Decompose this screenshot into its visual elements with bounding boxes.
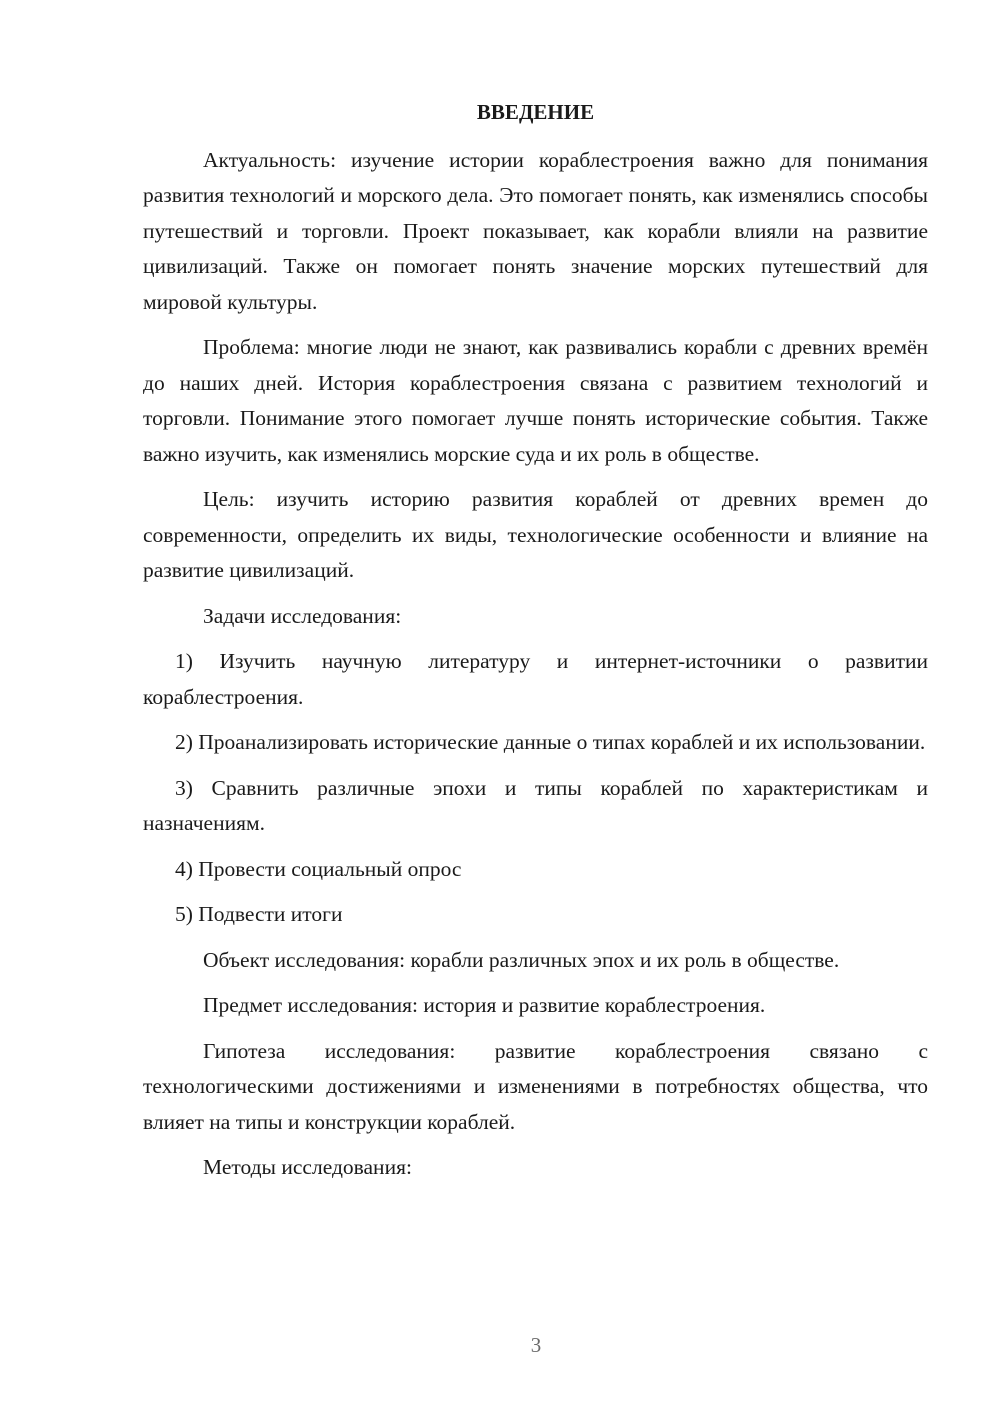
task-item-2: 2) Проанализировать исторические данные о типах кораблей и их использовании. xyxy=(175,730,926,754)
page-content xyxy=(143,95,928,1196)
paragraph-object: Объект исследования: корабли различных эпох и их роль в обществе. xyxy=(203,947,840,972)
task-item-5: 5) Подвести итоги xyxy=(175,902,343,926)
methods-heading: Методы исследования: xyxy=(203,1155,412,1179)
page-title: ВВЕДЕНИЕ xyxy=(476,100,595,124)
task-item-4: 4) Провести социальный опрос xyxy=(175,856,462,881)
task-item-1: 1) Изучить научную литературу и интернет-источники о развитии кораблестроения. xyxy=(143,649,928,709)
paragraph-hypothesis: Гипотеза исследования: развитие кораблестроения связано с технологическими достижениями и изменениями в потребностях общества, что влияет на типы и конструкции кораблей. xyxy=(143,1038,928,1134)
paragraph-problem: Проблема: многие люди не знают, как развивались корабли с древних времён до наших дней. История кораблестроения связана с развитием технологий и торговли. Понимание этого помогает лучше понять исторические события. Также важно изучить, как изменялись морские суда и их роль в обществе. xyxy=(143,335,928,466)
tasks-heading: Задачи исследования: xyxy=(203,603,402,628)
paragraph-subject: Предмет исследования: история и развитие кораблестроения. xyxy=(203,993,766,1017)
paragraph-relevance: Актуальность: изучение истории кораблестроения важно для понимания развития технологий и морского дела. Это помогает понять, как изменялись способы путешествий и торговли. Проект показывает, как корабли влияли на развитие цивилизаций. Также он помогает понять значение морских путешествий для мировой культуры. xyxy=(143,147,928,314)
page-number: 3 xyxy=(530,1333,542,1357)
task-item-3: 3) Сравнить различные эпохи и типы кораблей по характеристикам и назначениям. xyxy=(143,775,928,835)
paragraph-goal: Цель: изучить историю развития кораблей от древних времен до современности, определить их виды, технологические особенности и влияние на развитие цивилизаций. xyxy=(143,487,928,582)
